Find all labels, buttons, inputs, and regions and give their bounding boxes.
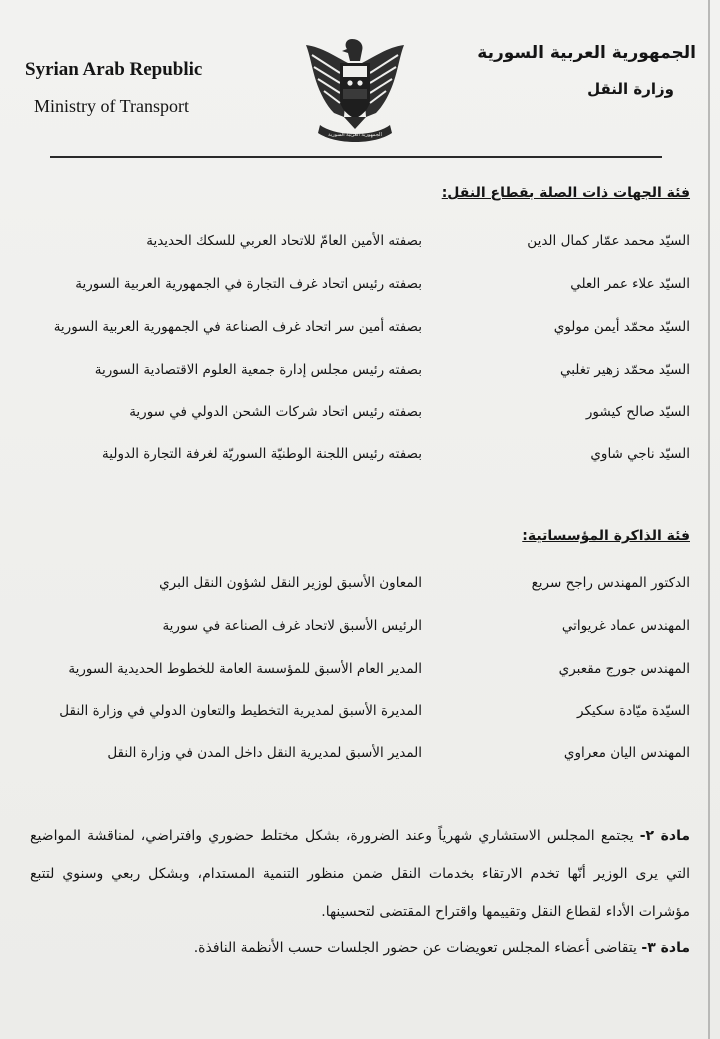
list-item	[40, 570, 690, 596]
member-name: المهندس عماد غريواتي	[561, 618, 690, 634]
list-item	[40, 740, 690, 766]
ar-country-name: الجمهورية العربية السورية	[477, 43, 696, 63]
member-name: المهندس جورج مقعبري	[558, 661, 690, 677]
member-role: المدير الأسبق لمديرية النقل داخل المدن في وزارة النقل	[107, 745, 422, 761]
member-role: بصفته رئيس اللجنة الوطنيّة السوريّة لغرفة التجارة الدولية	[102, 446, 422, 462]
member-name: السيّد ناجي شاوي	[590, 446, 690, 462]
member-role: بصفته رئيس اتحاد شركات الشحن الدولي في سورية	[129, 404, 422, 420]
member-name: الدكتور المهندس راجح سريع	[531, 575, 690, 591]
english-letterhead	[25, 57, 225, 119]
en-ministry-name: Ministry of Transport	[34, 96, 190, 116]
member-role: المدير العام الأسبق للمؤسسة العامة للخطوط الحديدية السورية	[68, 661, 422, 677]
member-name: السيّد صالح كيشور	[585, 404, 690, 420]
member-name: المهندس اليان معراوي	[563, 745, 690, 761]
member-name: السيّد علاء عمر العلي	[570, 276, 690, 292]
list-item	[40, 228, 690, 254]
list-item	[40, 357, 690, 383]
member-role: بصفته الأمين العامّ للاتحاد العربي للسكك الحديدية	[146, 233, 422, 249]
list-item	[40, 441, 690, 467]
article-3-label: مادة ٣-	[641, 940, 690, 956]
member-name: السيّد محمّد أيمن مولوي	[553, 319, 690, 335]
list-item	[40, 698, 690, 724]
ar-ministry-name: وزارة النقل	[587, 80, 674, 98]
page-edge	[708, 0, 710, 1039]
member-name: السيّد محمد عمّار كمال الدين	[527, 233, 690, 249]
section-title-stakeholders: فئة الجهات ذات الصلة بقطاع النقل:	[441, 185, 690, 201]
header-divider	[50, 156, 662, 158]
list-item	[40, 271, 690, 297]
member-role: بصفته أمين سر اتحاد غرف الصناعة في الجمهورية العربية السورية	[53, 319, 422, 335]
emblem-ribbon-text: الجمهورية العربية السورية	[328, 132, 382, 138]
list-item	[40, 613, 690, 639]
article-2	[30, 817, 690, 931]
section-title-institutional-memory: فئة الذاكرة المؤسساتية:	[522, 528, 690, 544]
list-item	[40, 656, 690, 682]
article-3-text: يتقاضى أعضاء المجلس تعويضات عن حضور الجلسات حسب الأنظمة النافذة.	[193, 940, 642, 956]
eagle-emblem-icon	[300, 33, 410, 145]
member-role: المعاون الأسبق لوزير النقل لشؤون النقل البري	[159, 575, 422, 591]
member-role: المديرة الأسبق لمديرية التخطيط والتعاون الدولي في وزارة النقل	[59, 703, 422, 719]
member-name: السيّدة ميّادة سكيكر	[577, 703, 690, 719]
en-country-name: Syrian Arab Republic	[25, 59, 203, 80]
list-item	[40, 314, 690, 340]
arabic-letterhead	[456, 40, 696, 102]
article-2-text: يجتمع المجلس الاستشاري شهرياً وعند الضرورة، بشكل مختلط حضوري وافتراضي، لمناقشة المواضيع التي يرى الوزير أنّها تخدم الارتقاء بخدمات النقل ضمن منظور التنمية المستدام، وبشكل ربعي وسنوي لتتبع مؤشرات الأداء لقطاع النقل وتقييمها واقتراح المقتضى لتحسينها.	[30, 828, 690, 920]
member-name: السيّد محمّد زهير تغلبي	[559, 362, 690, 378]
list-item	[40, 399, 690, 425]
article-2-label: مادة ٢-	[639, 828, 691, 844]
member-role: بصفته رئيس مجلس إدارة جمعية العلوم الاقتصادية السورية	[94, 362, 422, 378]
member-role: الرئيس الأسبق لاتحاد غرف الصناعة في سورية	[162, 618, 422, 634]
member-role: بصفته رئيس اتحاد غرف التجارة في الجمهورية العربية السورية	[75, 276, 422, 292]
article-3	[30, 929, 690, 967]
